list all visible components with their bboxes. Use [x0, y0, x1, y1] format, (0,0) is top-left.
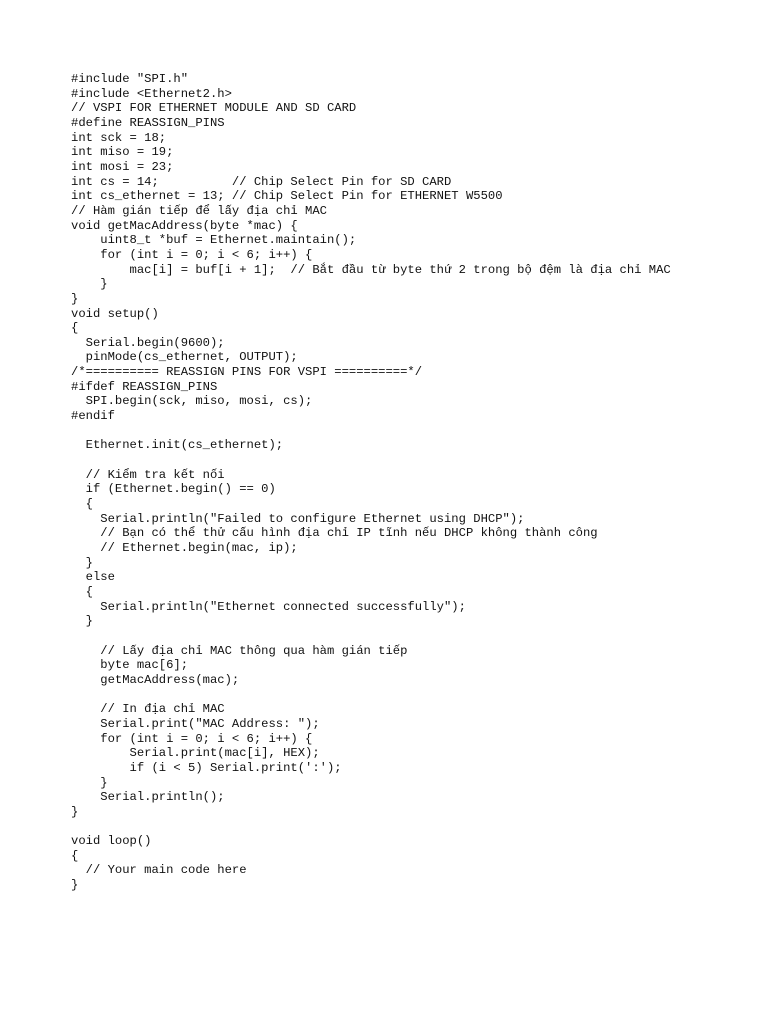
code-line: // Hàm gián tiếp để lấy địa chỉ MAC	[71, 203, 327, 218]
code-line: else	[71, 570, 115, 585]
code-line: // VSPI FOR ETHERNET MODULE AND SD CARD	[71, 101, 357, 116]
code-line: Serial.println("Failed to configure Ethernet using DHCP");	[71, 511, 525, 526]
code-line: int miso = 19;	[71, 145, 174, 160]
code-line	[71, 688, 671, 703]
code-line: Ethernet.init(cs_ethernet);	[71, 438, 284, 453]
code-line: if (Ethernet.begin() == 0)	[71, 482, 276, 497]
code-line: // Kiểm tra kết nối	[71, 467, 225, 482]
code-line: #include <Ethernet2.h>	[71, 86, 232, 101]
code-line: void loop()	[71, 834, 152, 849]
code-line: pinMode(cs_ethernet, OUTPUT);	[71, 350, 298, 365]
code-line: }	[71, 555, 93, 570]
code-line: for (int i = 0; i < 6; i++) {	[71, 731, 313, 746]
code-line: #ifdef REASSIGN_PINS	[71, 379, 218, 394]
code-line: mac[i] = buf[i + 1]; // Bắt đầu từ byte thứ 2 trong bộ đệm là địa chỉ MAC	[71, 262, 671, 277]
code-line: Serial.println("Ethernet connected successfully");	[71, 599, 466, 614]
code-line: {	[71, 321, 79, 336]
code-line: int cs = 14; // Chip Select Pin for SD CARD	[71, 174, 452, 189]
code-line: }	[71, 614, 93, 629]
code-line: Serial.print("MAC Address: ");	[71, 716, 320, 731]
code-line: }	[71, 878, 79, 893]
code-line: void setup()	[71, 306, 159, 321]
code-line: // In địa chỉ MAC	[71, 702, 225, 717]
code-line: }	[71, 277, 108, 292]
code-line	[71, 819, 671, 834]
code-line: // Your main code here	[71, 863, 247, 878]
code-line: // Ethernet.begin(mac, ip);	[71, 541, 298, 555]
code-line: int cs_ethernet = 13; // Chip Select Pin for ETHERNET W5500	[71, 189, 503, 204]
code-listing	[71, 72, 671, 893]
code-line: for (int i = 0; i < 6; i++) {	[71, 247, 313, 262]
code-line: if (i < 5) Serial.print(':');	[71, 760, 342, 775]
code-line	[71, 453, 671, 468]
code-line: #endif	[71, 409, 115, 424]
code-line	[71, 424, 671, 439]
code-line: SPI.begin(sck, miso, mosi, cs);	[71, 394, 313, 409]
code-line: void getMacAddress(byte *mac) {	[71, 218, 298, 233]
code-line: /*========== REASSIGN PINS FOR VSPI ==========*/	[71, 365, 423, 380]
code-line: getMacAddress(mac);	[71, 672, 240, 687]
code-line: }	[71, 804, 79, 819]
code-line: {	[71, 497, 93, 512]
code-line	[71, 629, 671, 644]
code-line: int mosi = 23;	[71, 159, 174, 174]
code-line: }	[71, 291, 79, 306]
code-line: Serial.print(mac[i], HEX);	[71, 746, 320, 761]
code-line: uint8_t *buf = Ethernet.maintain();	[71, 233, 357, 248]
code-line: // Bạn có thể thử cấu hình địa chỉ IP tĩnh nếu DHCP không thành công	[71, 526, 598, 541]
code-line: {	[71, 584, 93, 599]
code-line: int sck = 18;	[71, 130, 167, 145]
code-line: }	[71, 775, 108, 790]
code-line: // Lấy địa chỉ MAC thông qua hàm gián tiếp	[71, 643, 408, 658]
code-line: #include "SPI.h"	[71, 72, 189, 86]
code-line: #define REASSIGN_PINS	[71, 115, 225, 130]
code-line: Serial.begin(9600);	[71, 335, 225, 350]
code-line: Serial.println();	[71, 790, 225, 805]
code-line: byte mac[6];	[71, 658, 189, 673]
code-line: {	[71, 848, 79, 863]
